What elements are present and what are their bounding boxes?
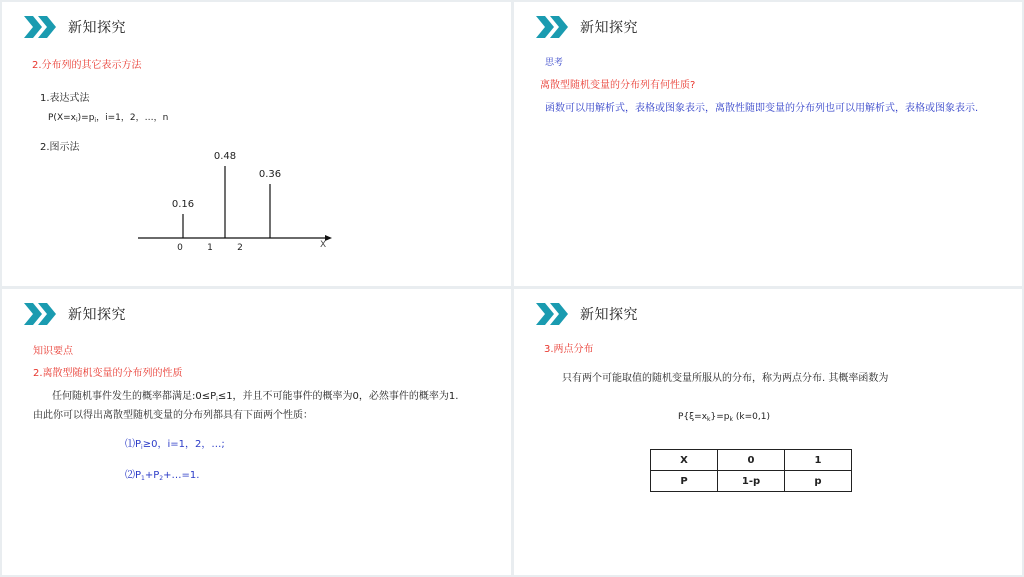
method-graph-label: 2.图示法	[40, 142, 80, 153]
slide-header	[24, 14, 126, 40]
section-heading: 2.分布列的其它表示方法	[32, 60, 142, 71]
data-label: 0.48	[213, 151, 237, 162]
table-row	[651, 471, 852, 492]
property-1: $⑴P_i\ge 0$，i=1，2，…;	[125, 439, 225, 451]
key-points-label: 知识要点	[33, 346, 73, 357]
table-cell: 1	[785, 450, 852, 471]
table-row	[651, 450, 852, 471]
slide-header	[536, 14, 638, 40]
think-label: 思考	[545, 58, 564, 68]
property-2: $⑵P_1+P_2+\dots=1$.	[125, 470, 200, 482]
slide-title: 新知探究	[580, 307, 638, 323]
x-axis-label: X	[320, 240, 327, 250]
x-tick-label: 1	[207, 243, 213, 253]
table-cell: 1-p	[718, 471, 785, 492]
distribution-formula: $P(X=x_i)=p_i$，i=1，2，…，n	[48, 113, 169, 124]
table-cell: 0	[718, 450, 785, 471]
slide-panel-1[interactable]	[2, 2, 511, 286]
double-chevron-icon	[536, 303, 572, 325]
distribution-table	[650, 449, 852, 492]
table-cell: X	[651, 450, 718, 471]
slide-title: 新知探究	[68, 307, 126, 323]
slide-header	[24, 301, 126, 327]
double-chevron-icon	[24, 16, 60, 38]
method-expression-label: 1.表达式法	[40, 93, 90, 104]
property-paragraph-2: 由此你可以得出离散型随机变量的分布列都具有下面两个性质：	[33, 410, 313, 421]
double-chevron-icon	[536, 16, 572, 38]
slide-header	[536, 301, 638, 327]
slide-title: 新知探究	[580, 20, 638, 36]
slide-panel-4[interactable]	[514, 289, 1022, 575]
double-chevron-icon	[24, 303, 60, 325]
two-point-paragraph: 只有两个可能取值的随机变量所服从的分布，称为两点分布. 其概率函数为	[562, 373, 889, 384]
slide-panel-2[interactable]	[514, 2, 1022, 286]
section-heading: 2.离散型随机变量的分布列的性质	[33, 368, 183, 379]
data-label: 0.16	[171, 199, 195, 210]
answer-text: 函数可以用解析式，表格或图象表示，离散性随即变量的分布列也可以用解析式，表格或图象表示.	[545, 103, 979, 114]
data-label: 0.36	[258, 169, 282, 180]
two-point-formula: $P\{\xi=x_k\}=p_k$ (k=0,1)	[678, 412, 770, 423]
stem-chart	[130, 148, 340, 256]
table-cell: p	[785, 471, 852, 492]
property-paragraph-1: 任何随机事件发生的概率都满足$:0\le P_i\le 1$，并且不可能事件的概率为0，必然事件的概率为1.	[52, 391, 459, 403]
section-heading: 3.两点分布	[544, 344, 594, 355]
slide-title: 新知探究	[68, 20, 126, 36]
table-cell: P	[651, 471, 718, 492]
slide-panel-3[interactable]	[2, 289, 511, 575]
x-tick-label: 2	[237, 243, 243, 253]
x-tick-label: 0	[177, 243, 183, 253]
question-text: 离散型随机变量的分布列有何性质?	[540, 80, 696, 91]
